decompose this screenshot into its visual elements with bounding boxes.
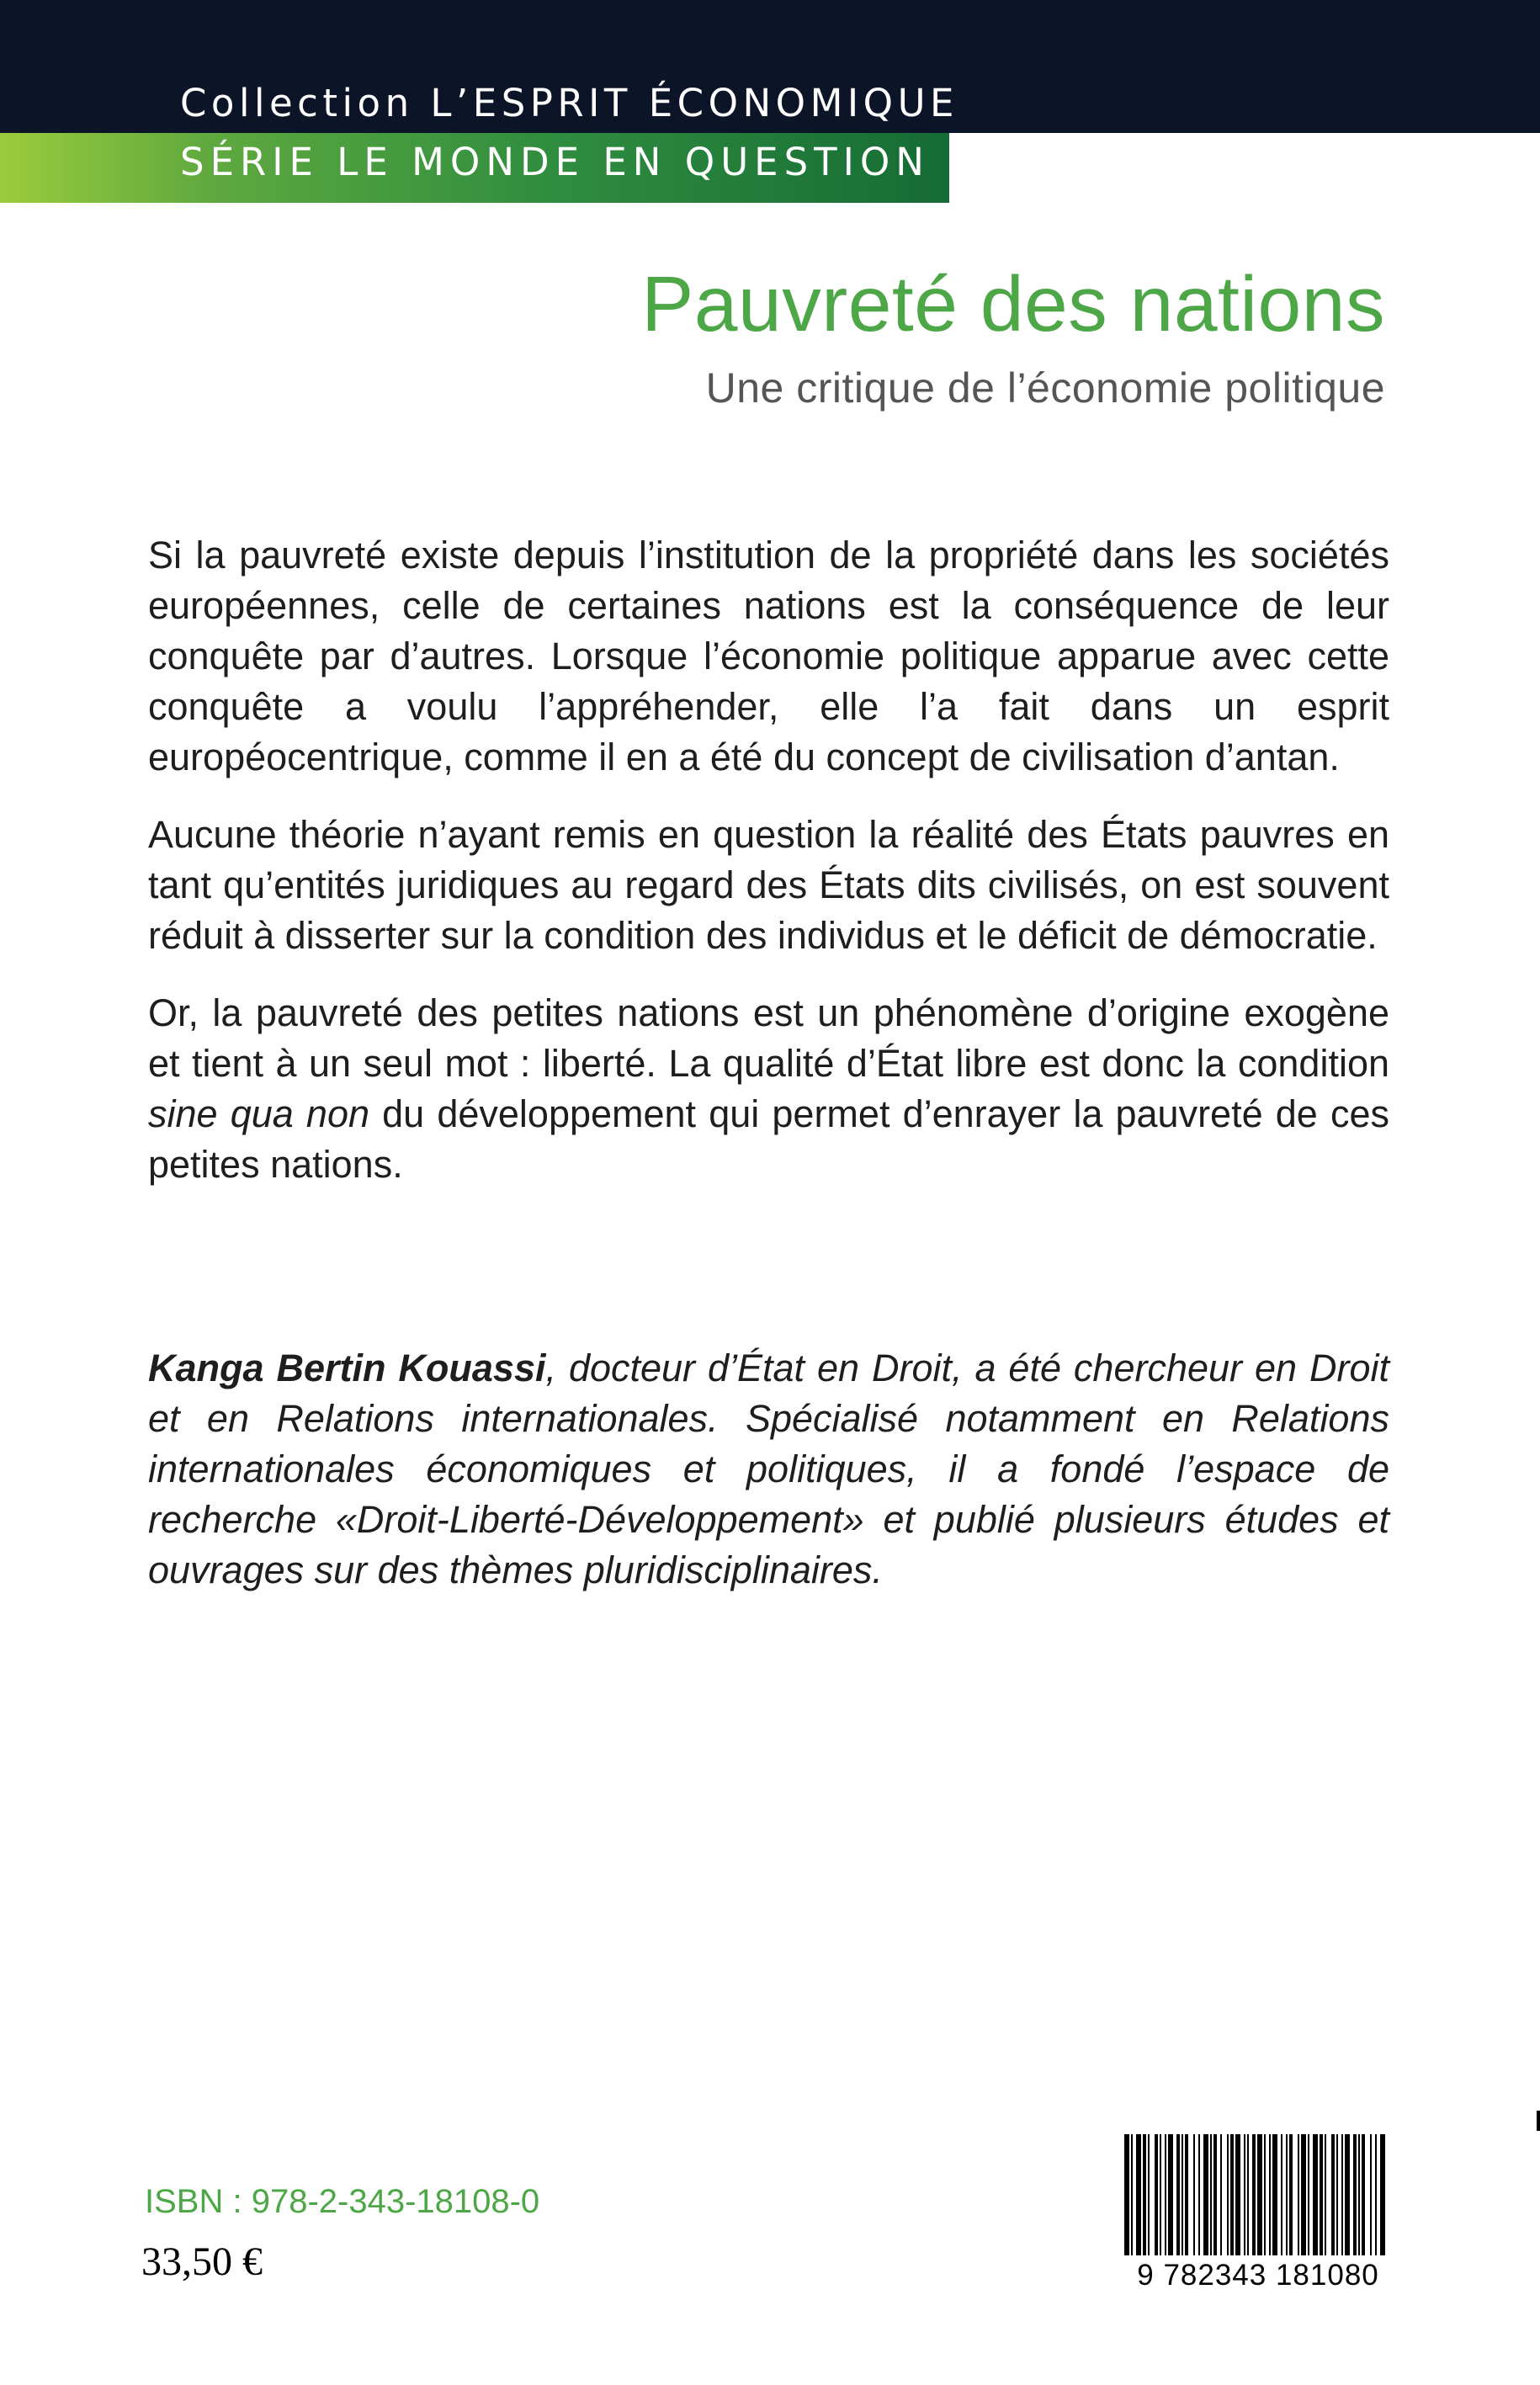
barcode-bar [1353,2134,1357,2255]
blurb-latin-phrase: sine qua non [148,1092,369,1135]
barcode-bar [1210,2134,1212,2255]
barcode-bar [1155,2134,1158,2255]
barcode-bar [1136,2134,1141,2255]
barcode-bar [1252,2134,1256,2255]
barcode-number: 9 782343 181080 [1137,2259,1379,2292]
barcode-bar [1272,2134,1277,2255]
barcode-bar [1298,2134,1299,2255]
barcode-bar [1301,2134,1306,2255]
isbn: ISBN : 978-2-343-18108-0 [145,2183,540,2220]
barcode-bar [1320,2134,1323,2255]
barcode-bar [1193,2134,1195,2255]
barcode-bar [1358,2134,1360,2255]
blurb-paragraph-2: Aucune théorie n’ayant remis en question la réalité des États pauvres en tant qu’entités juridiques au regard des États dits civilisés, on est souvent réduit à disserter sur la condition des individus et le déficit de démocratie. [148,813,1389,957]
barcode-bar [1325,2134,1326,2255]
barcode-bar [1203,2134,1208,2255]
author-name: Kanga Bertin Kouassi [148,1347,546,1389]
barcode-bar [1244,2134,1245,2255]
blurb-paragraph-1: Si la pauvreté existe depuis l’institution de la propriété dans les sociétés européennes, celle de certaines nations est la conséquence de leur conquête par d’autres. Lorsque l’économie politique apparue avec cette conquête a voulu l’appréhender, elle l’a fait dans un esprit européocentrique, comme il en a été du concept de civilisation d’antan. [148,534,1389,778]
blurb [148,530,1389,1217]
barcode-bar [1336,2134,1338,2255]
barcode-bar [1269,2134,1271,2255]
barcode-bar [1345,2134,1350,2255]
barcode-bar [1362,2134,1365,2255]
series-label: SÉRIE LE MONDE EN QUESTION [180,140,930,184]
barcode-bar [1124,2134,1129,2255]
barcode-bar [1227,2134,1229,2255]
barcode-bar [1331,2134,1335,2255]
author-bio-text: , docteur d’État en Droit, a été chercheur en Droit et en Relations internationales. Spécialisé notamment en Relations internationales économiques et politiques, il a fondé l’espace de recherche «Droit-Liberté-Développement» et publié plusieurs études et ouvrages sur des thèmes pluridisciplinaires. [148,1347,1389,1591]
barcode-bar [1370,2134,1372,2255]
collection-label: Collection L’ESPRIT ÉCONOMIQUE [180,81,959,125]
barcode-bar [1341,2134,1343,2255]
crop-mark [1537,2111,1540,2131]
barcode-bar [1264,2134,1266,2255]
barcode-bars [1124,2134,1387,2255]
barcode-bar [1182,2134,1183,2255]
barcode-bar [1143,2134,1146,2255]
barcode-bar [1286,2134,1288,2255]
barcode-bar [1257,2134,1262,2255]
blurb-paragraph-3 [148,988,1389,1190]
barcode-bar [1176,2134,1180,2255]
barcode-bar [1308,2134,1309,2255]
barcode-bar [1375,2134,1377,2255]
barcode [1124,2134,1387,2279]
barcode-bar [1213,2134,1217,2255]
barcode-bar [1235,2134,1240,2255]
blurb-paragraph-3-start: Or, la pauvreté des petites nations est un phénomène d’origine exogène et tient à un seul mot : liberté. La qualité d’État libre est donc la condition [148,991,1389,1085]
book-subtitle: Une critique de l’économie politique [705,364,1385,412]
barcode-bar [1313,2134,1318,2255]
barcode-bar [1220,2134,1222,2255]
barcode-bar [1168,2134,1173,2255]
barcode-bar [1148,2134,1150,2255]
barcode-bar [1247,2134,1249,2255]
book-title: Pauvreté des nations [641,260,1385,348]
author-bio [148,1343,1389,1596]
blurb-paragraph-3-end: du développement qui permet d’enrayer la pauvreté de ces petites nations. [148,1092,1389,1186]
price: 33,50 € [141,2239,263,2284]
barcode-bar [1165,2134,1166,2255]
barcode-bar [1289,2134,1293,2255]
barcode-bar [1198,2134,1200,2255]
barcode-bar [1185,2134,1188,2255]
barcode-bar [1131,2134,1133,2255]
barcode-bar [1380,2134,1385,2255]
barcode-bar [1230,2134,1234,2255]
barcode-bar [1281,2134,1282,2255]
barcode-bar [1160,2134,1161,2255]
